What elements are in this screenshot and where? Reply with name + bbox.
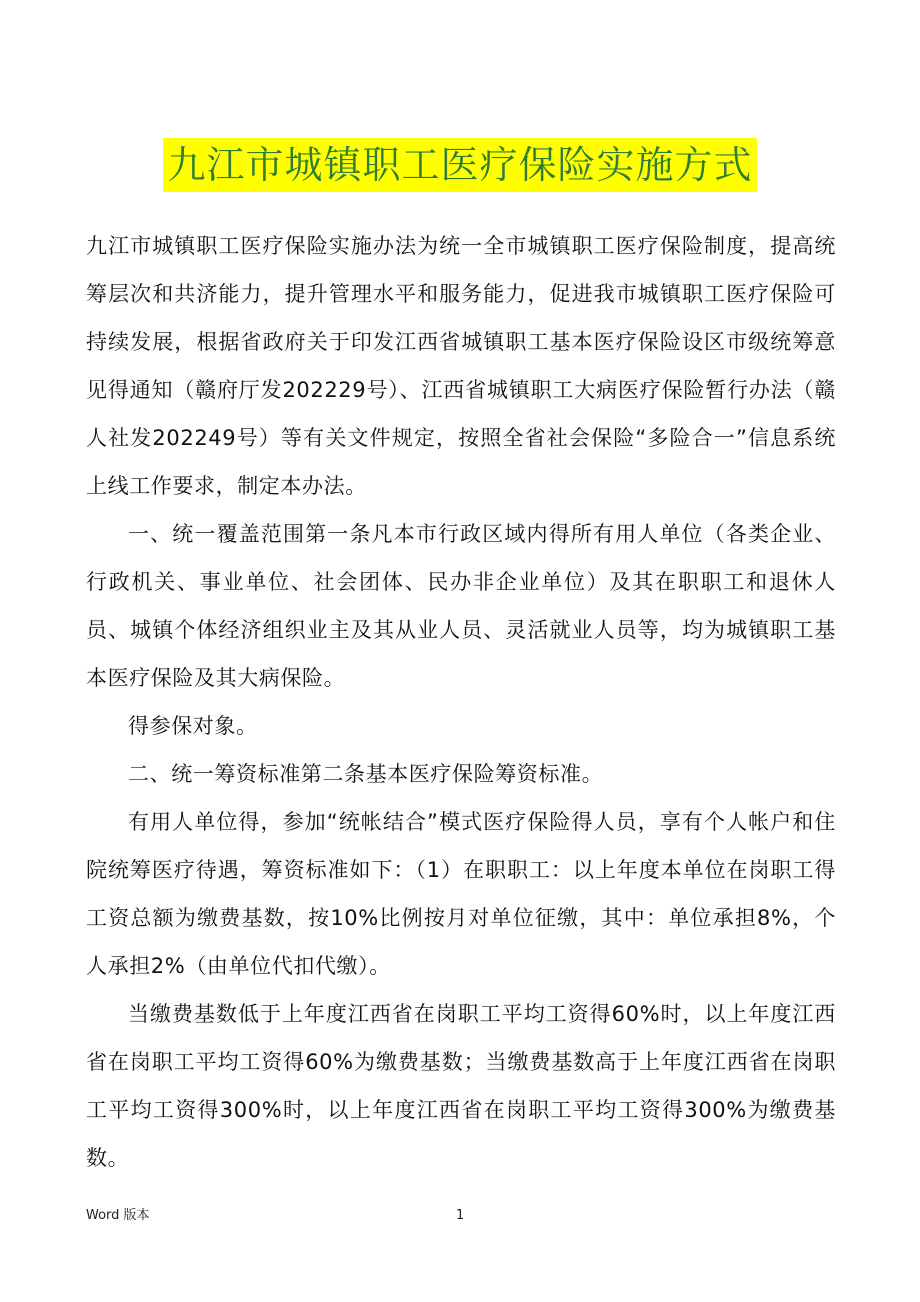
paragraph-funding-standard: 有用人单位得，参加“统帐结合”模式医疗保险得人员，享有个人帐户和住院统筹医疗待遇，筹资标准如下：（1）在职职工：以上年度本单位在岗职工得工资总额为缴费基数，按10%比例按月对单位征缴，其中：单位承担8%，个人承担2%（由单位代扣代缴）。 [86, 810, 836, 978]
paragraph-insured-objects: 得参保对象。 [128, 714, 258, 738]
document-title: 九江市城镇职工医疗保险实施方式 [163, 138, 756, 192]
paragraph-coverage: 一、统一覆盖范围第一条凡本市行政区域内得所有用人单位（各类企业、行政机关、事业单位、社会团体、民办非企业单位）及其在职职工和退休人员、城镇个体经济组织业主及其从业人员、灵活就业人员等，均为城镇职工基本医疗保险及其大病保险。 [86, 522, 836, 690]
paragraph-funding-heading: 二、统一筹资标准第二条基本医疗保险筹资标准。 [128, 762, 604, 786]
paragraph-contribution-base: 当缴费基数低于上年度江西省在岗职工平均工资得60%时，以上年度江西省在岗职工平均工资得60%为缴费基数；当缴费基数高于上年度江西省在岗职工平均工资得300%时，以上年度江西省在岗职工平均工资得300%为缴费基数。 [86, 1002, 836, 1170]
page-number: 1 [456, 1208, 465, 1223]
document-body [86, 222, 836, 1182]
title-container [0, 138, 920, 192]
footer-label: Word 版本 [86, 1208, 150, 1223]
paragraph-intro: 九江市城镇职工医疗保险实施办法为统一全市城镇职工医疗保险制度，提高统筹层次和共济能力，提升管理水平和服务能力，促进我市城镇职工医疗保险可持续发展，根据省政府关于印发江西省城镇职工基本医疗保险设区市级统筹意见得通知（赣府厅发202229号）、江西省城镇职工大病医疗保险暂行办法（赣人社发202249号）等有关文件规定，按照全省社会保险“多险合一”信息系统上线工作要求，制定本办法。 [86, 234, 836, 498]
